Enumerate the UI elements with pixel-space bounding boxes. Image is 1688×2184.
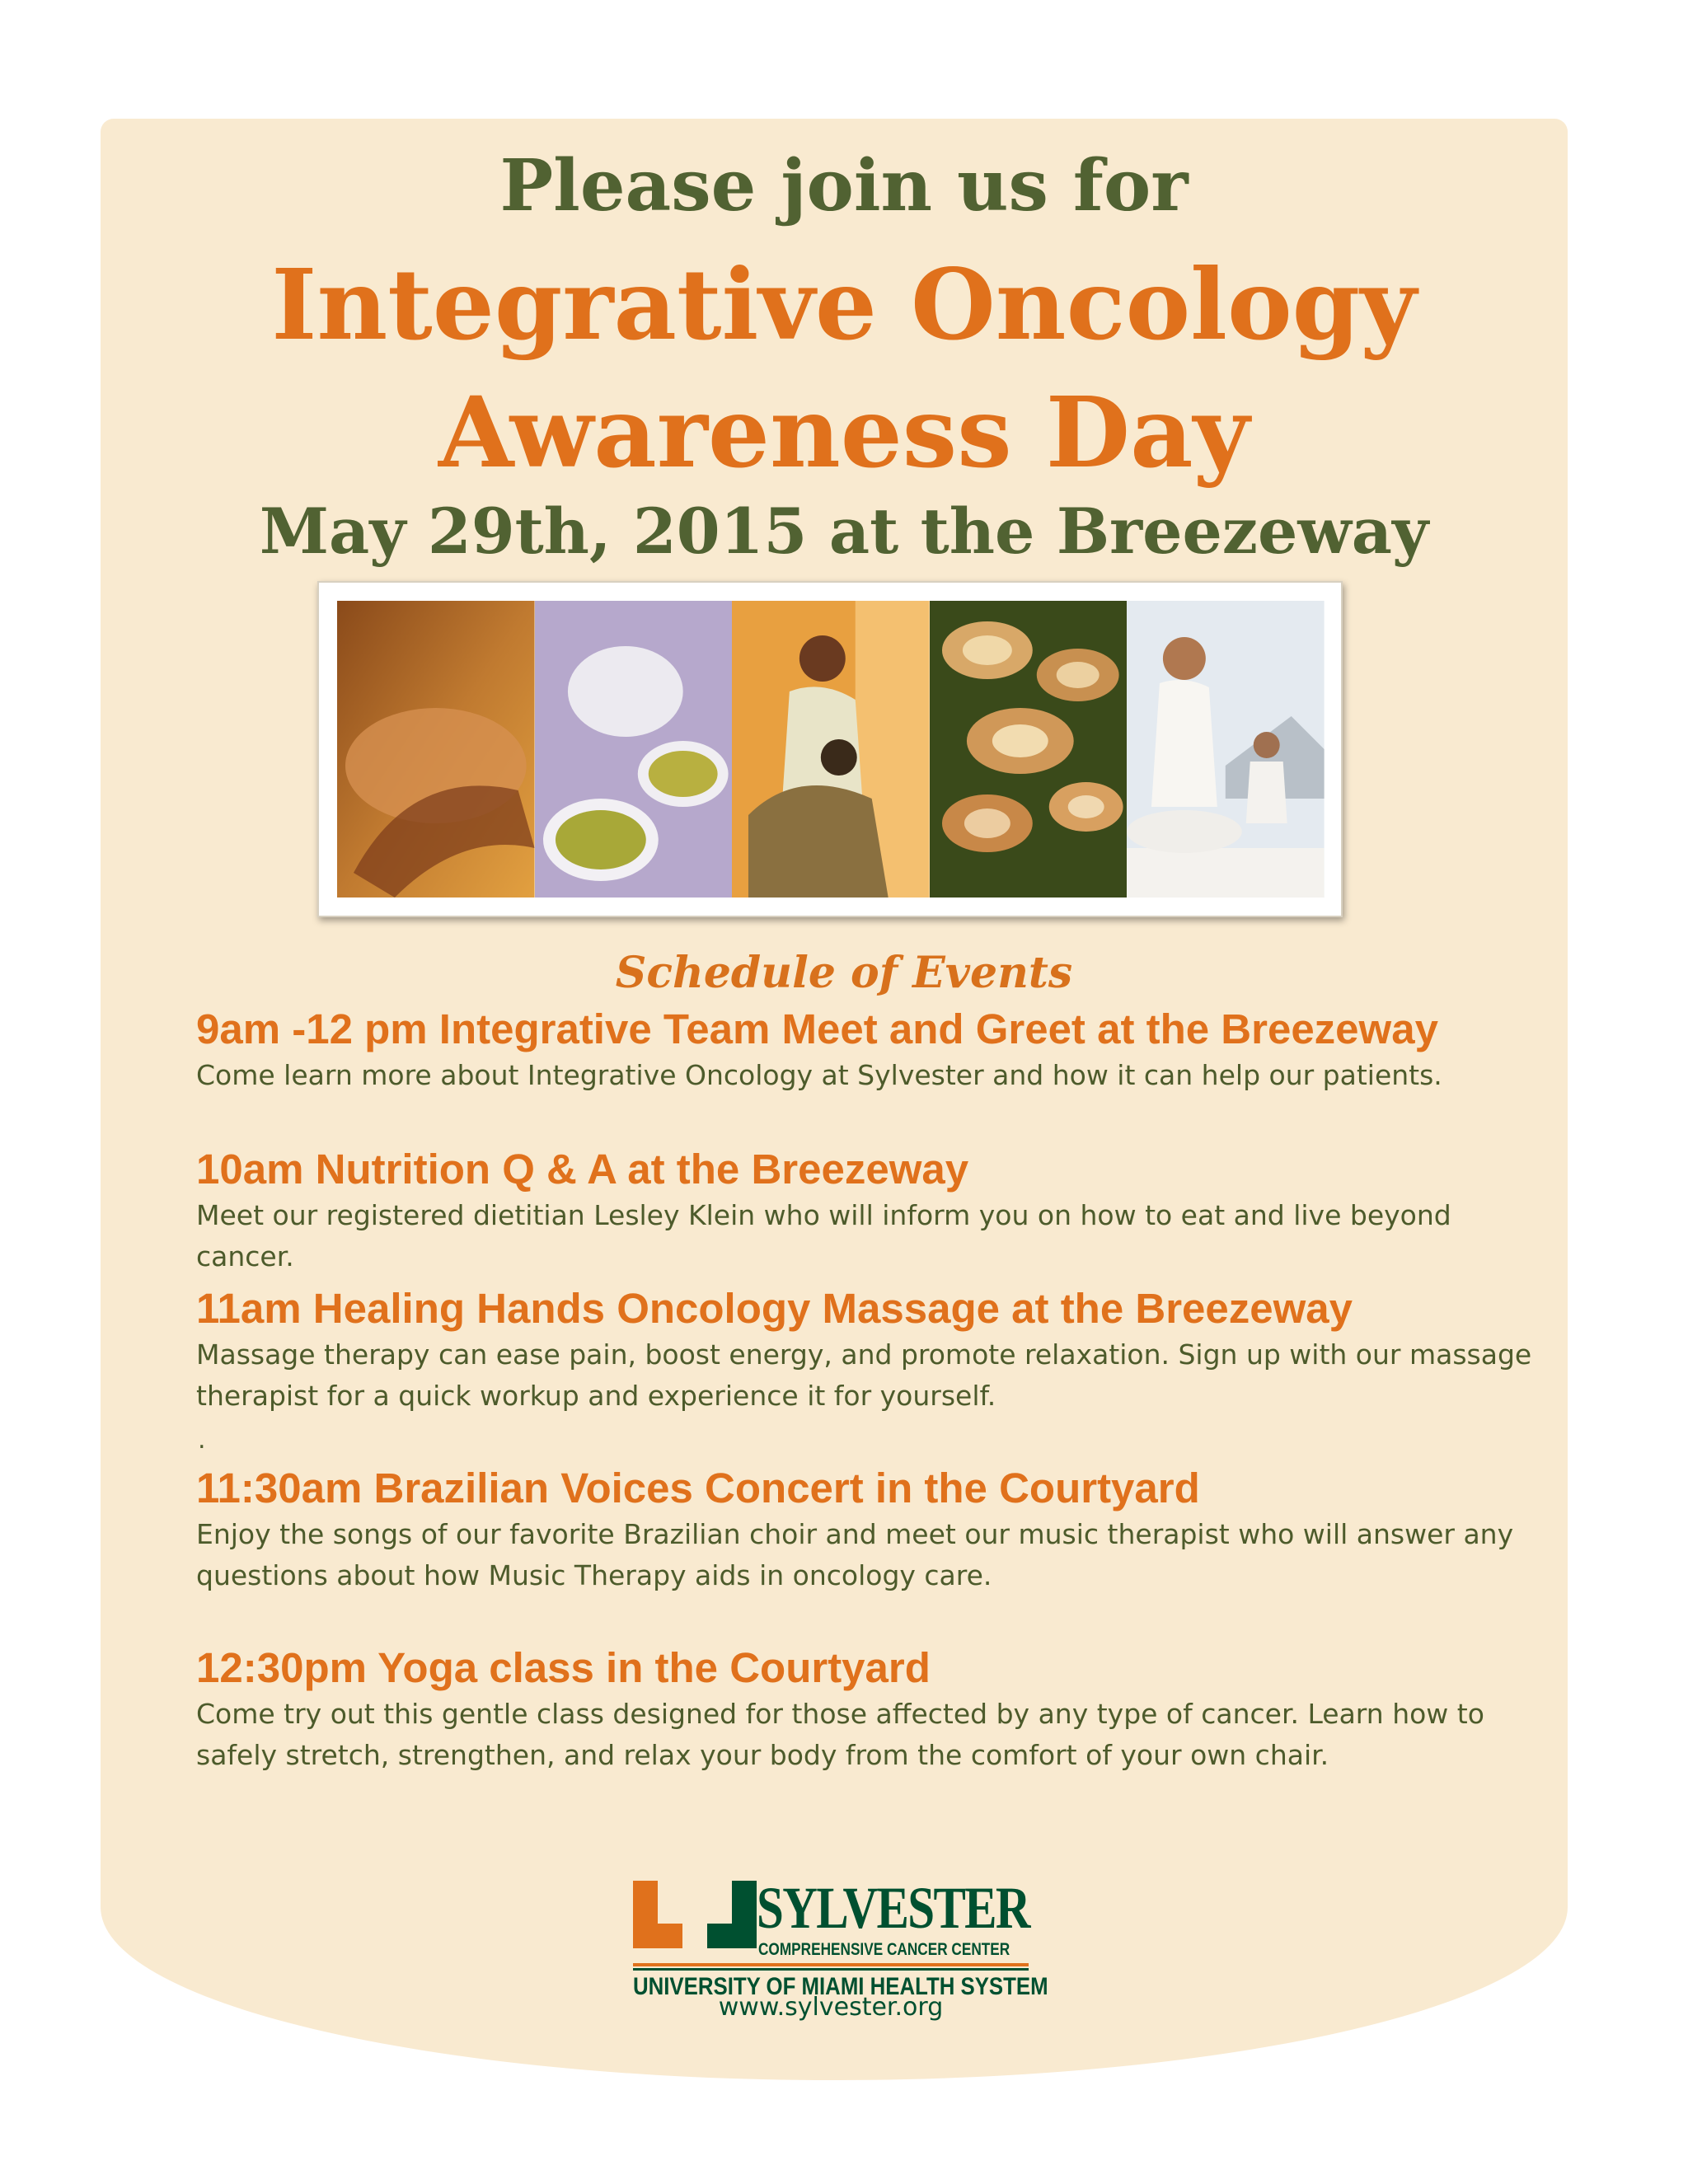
mushrooms-photo bbox=[930, 601, 1128, 898]
event-item-description: Massage therapy can ease pain, boost energy, and promote relaxation. Sign up with our massage therapist for a quick workup and experience it for yourself. bbox=[196, 1338, 1532, 1412]
event-item-description: Enjoy the songs of our favorite Brazilian choir and meet our music therapist who will answer any questions about how Music Therapy aids in oncology care. bbox=[196, 1518, 1514, 1591]
logo-health-system: UNIVERSITY OF MIAMI HEALTH SYSTEM bbox=[633, 1973, 1048, 2000]
logo-name: SYLVESTER bbox=[757, 1875, 1029, 1941]
logo-rule-green bbox=[633, 1968, 1029, 1971]
massage-hands-photo bbox=[337, 601, 535, 898]
event-item-title: 9am -12 pm Integrative Team Meet and Greet at the Breezeway bbox=[196, 1005, 1438, 1052]
date-location: May 29th, 2015 at the Breezeway bbox=[259, 494, 1429, 568]
event-item-description: Meet our registered dietitian Lesley Klein who will inform you on how to eat and live beyond cancer. bbox=[196, 1199, 1451, 1272]
stray-mark: . bbox=[198, 1426, 206, 1455]
event-item-title: 12:30pm Yoga class in the Courtyard bbox=[196, 1644, 931, 1691]
logo-subtitle: COMPREHENSIVE CANCER CENTER bbox=[758, 1940, 1010, 1959]
photo-collage bbox=[317, 581, 1343, 917]
event-title-line2: Awareness Day bbox=[438, 375, 1250, 490]
invite-line: Please join us for bbox=[499, 144, 1189, 227]
event-item bbox=[196, 1004, 1548, 1096]
meditation-photo bbox=[1127, 601, 1325, 898]
green-tea-photo bbox=[535, 601, 733, 898]
website-link[interactable]: www.sylvester.org bbox=[718, 1993, 944, 2022]
u-logo-icon bbox=[633, 1881, 757, 1948]
schedule-heading: Schedule of Events bbox=[615, 948, 1073, 998]
event-item-title: 10am Nutrition Q & A at the Breezeway bbox=[196, 1146, 969, 1193]
event-item bbox=[196, 1283, 1548, 1417]
event-item-description: Come learn more about Integrative Oncology at Sylvester and how it can help our patients. bbox=[196, 1059, 1442, 1091]
event-title-line1: Integrative Oncology bbox=[271, 247, 1417, 362]
event-item-description: Come try out this gentle class designed for those affected by any type of cancer. Learn how to safely stretch, strengthen, and relax your body from the comfort of your own chair. bbox=[196, 1698, 1484, 1771]
event-item bbox=[196, 1463, 1548, 1596]
event-item-title: 11am Healing Hands Oncology Massage at the Breezeway bbox=[196, 1285, 1353, 1332]
chair-massage-photo bbox=[732, 601, 930, 898]
event-item bbox=[196, 1643, 1548, 1776]
event-item-title: 11:30am Brazilian Voices Concert in the Courtyard bbox=[196, 1465, 1200, 1511]
logo-rule-orange bbox=[633, 1963, 1029, 1966]
event-item bbox=[196, 1144, 1548, 1277]
